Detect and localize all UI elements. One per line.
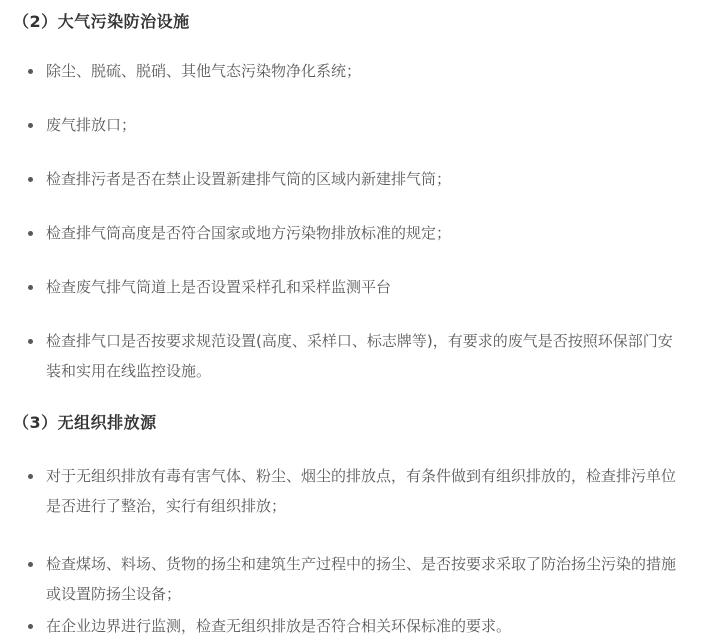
list-item-text: 检查煤场、料场、货物的扬尘和建筑生产过程中的扬尘、是否按要求采取了防治扬尘污染的措施或设置防扬尘设备； bbox=[46, 555, 677, 603]
list-item-text: 对于无组织排放有毒有害气体、粉尘、烟尘的排放点，有条件做到有组织排放的，检查排污单位是否进行了整治，实行有组织排放； bbox=[46, 467, 677, 515]
bullet-icon bbox=[28, 69, 33, 74]
list-item bbox=[13, 110, 678, 164]
list-item bbox=[13, 218, 678, 272]
list-item bbox=[13, 164, 678, 218]
bullet-list-air-pollution bbox=[13, 56, 678, 410]
list-item-text: 检查排气筒高度是否符合国家或地方污染物排放标准的规定； bbox=[46, 224, 452, 242]
section-heading-air-pollution-facilities: （2）大气污染防治设施 bbox=[13, 12, 190, 31]
list-item-text: 在企业边界进行监测，检查无组织排放是否符合相关环保标准的要求。 bbox=[46, 617, 512, 635]
list-item-text: 检查排气口是否按要求规范设置(高度、采样口、标志牌等)，有要求的废气是否按照环保部门安装和实用在线监控设施。 bbox=[46, 332, 673, 380]
list-item bbox=[13, 56, 678, 110]
list-item bbox=[13, 549, 678, 611]
list-item-text: 检查废气排气筒道上是否设置采样孔和采样监测平台 bbox=[46, 278, 392, 296]
list-item-text: 检查排污者是否在禁止设置新建排气筒的区域内新建排气筒； bbox=[46, 170, 452, 188]
bullet-icon bbox=[28, 285, 33, 290]
bullet-icon bbox=[28, 177, 33, 182]
section-heading-fugitive-emission-sources: （3）无组织排放源 bbox=[13, 413, 157, 432]
bullet-icon bbox=[28, 624, 33, 629]
bullet-icon bbox=[28, 231, 33, 236]
list-item-text: 除尘、脱硫、脱硝、其他气态污染物净化系统； bbox=[46, 62, 362, 80]
list-item bbox=[13, 461, 678, 549]
list-item bbox=[13, 272, 678, 326]
bullet-list-fugitive-emissions bbox=[13, 461, 678, 641]
bullet-icon bbox=[28, 474, 33, 479]
list-item bbox=[13, 611, 678, 641]
list-item-text: 废气排放口； bbox=[46, 116, 137, 134]
bullet-icon bbox=[28, 562, 33, 567]
list-item bbox=[13, 326, 678, 410]
bullet-icon bbox=[28, 123, 33, 128]
bullet-icon bbox=[28, 339, 33, 344]
